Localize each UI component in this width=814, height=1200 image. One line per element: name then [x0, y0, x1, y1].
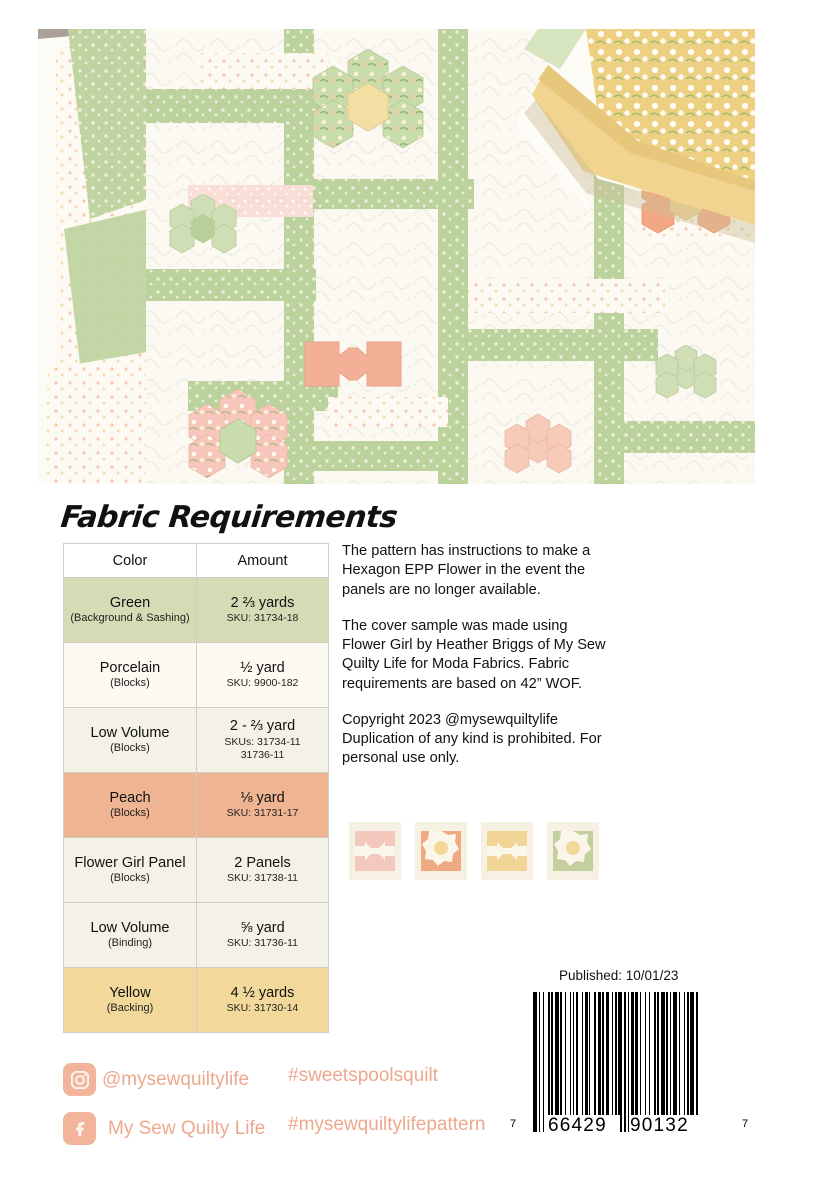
fabric-sku: SKU: 31734-18 [226, 612, 299, 625]
barcode-right-digit: 7 [742, 1118, 749, 1130]
spool-icon-row [349, 820, 599, 882]
cell-amount [197, 903, 329, 968]
fabric-sku: SKU: 9900-182 [226, 677, 299, 690]
table-row [64, 578, 329, 643]
fabric-amount: 4 ½ yards [230, 984, 295, 1001]
fabric-color-name: Flower Girl Panel [74, 854, 186, 871]
table-row [64, 838, 329, 903]
fabric-sku: SKU: 31736-11 [226, 937, 299, 950]
barcode [510, 992, 760, 1147]
barcode-group-2: 90132 [630, 1115, 689, 1136]
cell-color [64, 903, 197, 968]
fabric-requirements-table [63, 543, 329, 1033]
fabric-color-name: Porcelain [99, 659, 161, 676]
fabric-sku: SKU: 31731-17 [226, 807, 299, 820]
barcode-bar [698, 992, 699, 1132]
instagram-glyph [69, 1069, 91, 1091]
fabric-amount: 2 ⅔ yards [230, 594, 295, 611]
info-paragraph-cover-sample: The cover sample was made using Flower Girl by Heather Briggs of My Sew Quilty Life for Moda Fabrics. Fabric requirements are based on 42” WOF. [342, 617, 606, 692]
fabric-amount: ⅛ yard [240, 789, 285, 806]
cell-amount [197, 578, 329, 643]
cell-color [64, 708, 197, 773]
table-row [64, 968, 329, 1033]
fabric-use-label: (Blocks) [110, 677, 150, 690]
fabric-use-label: (Background & Sashing) [70, 612, 190, 625]
column-header-color: Color [64, 544, 197, 578]
quilt-photo-illustration [38, 29, 755, 484]
fabric-use-label: (Blocks) [110, 807, 150, 820]
info-paragraph-pattern-note: The pattern has instructions to make a Hexagon EPP Flower in the event the panels are no longer available. [342, 543, 591, 598]
table-row [64, 708, 329, 773]
spool-pink-bowtie [349, 820, 401, 882]
fabric-amount: ½ yard [240, 659, 285, 676]
fabric-amount: ⅝ yard [240, 919, 285, 936]
cover-photo [38, 29, 755, 484]
fabric-sku: SKU: 31730-14 [226, 1002, 299, 1015]
cell-color [64, 773, 197, 838]
fabric-amount: 2 Panels [234, 854, 291, 871]
fabric-color-name: Yellow [109, 984, 151, 1001]
info-paragraph-copyright: Copyright 2023 @mysewquiltylife Duplication of any kind is prohibited. For personal use only. [342, 711, 602, 767]
facebook-glyph [69, 1118, 91, 1140]
fabric-sku-secondary: 31736-11 [240, 748, 285, 761]
cell-color [64, 838, 197, 903]
social-line-instagram [63, 1058, 503, 1101]
cell-amount [197, 773, 329, 838]
facebook-icon[interactable] [63, 1112, 96, 1145]
spool-peach-flower [415, 820, 467, 882]
fabric-use-label: (Blocks) [110, 872, 150, 885]
cell-amount [197, 838, 329, 903]
fabric-color-name: Peach [109, 789, 151, 806]
column-header-amount: Amount [197, 544, 329, 578]
cell-amount [197, 643, 329, 708]
fabric-use-label: (Binding) [107, 937, 153, 950]
hashtag-mysewquiltylifepattern: #mysewquiltylifepattern [288, 1114, 486, 1135]
fabric-sku: SKUs: 31734-11 [224, 735, 301, 748]
table-row [64, 903, 329, 968]
fabric-color-name: Green [109, 594, 151, 611]
barcode-group-1: 66429 [548, 1115, 607, 1136]
spool-green-flower [547, 820, 599, 882]
cell-color [64, 968, 197, 1033]
fabric-sku: SKU: 31738-11 [226, 872, 299, 885]
cell-amount [197, 708, 329, 773]
instagram-icon[interactable] [63, 1063, 96, 1096]
table-header-row [64, 544, 329, 578]
fabric-amount: 2 - ⅔ yard [229, 718, 296, 735]
info-column [342, 542, 614, 769]
published-date: Published: 10/01/23 [559, 968, 679, 983]
hashtag-sweetspoolsquilt: #sweetspoolsquilt [288, 1065, 438, 1086]
fabric-color-name: Low Volume [90, 724, 170, 741]
fabric-use-label: (Blocks) [110, 742, 150, 755]
spool-yellow-bowtie [481, 820, 533, 882]
table-row [64, 773, 329, 838]
facebook-page-name[interactable]: My Sew Quilty Life [108, 1117, 266, 1139]
instagram-handle[interactable]: @mysewquiltylife [102, 1068, 250, 1090]
cell-color [64, 643, 197, 708]
cell-color [64, 578, 197, 643]
barcode-left-digit: 7 [510, 1118, 517, 1130]
table-row [64, 643, 329, 708]
social-line-facebook [63, 1107, 503, 1150]
fabric-use-label: (Backing) [106, 1002, 154, 1015]
social-footer [63, 1058, 503, 1156]
page-title: Fabric Requirements [59, 500, 399, 535]
cell-amount [197, 968, 329, 1033]
fabric-color-name: Low Volume [90, 919, 170, 936]
barcode-bars [533, 992, 734, 1132]
